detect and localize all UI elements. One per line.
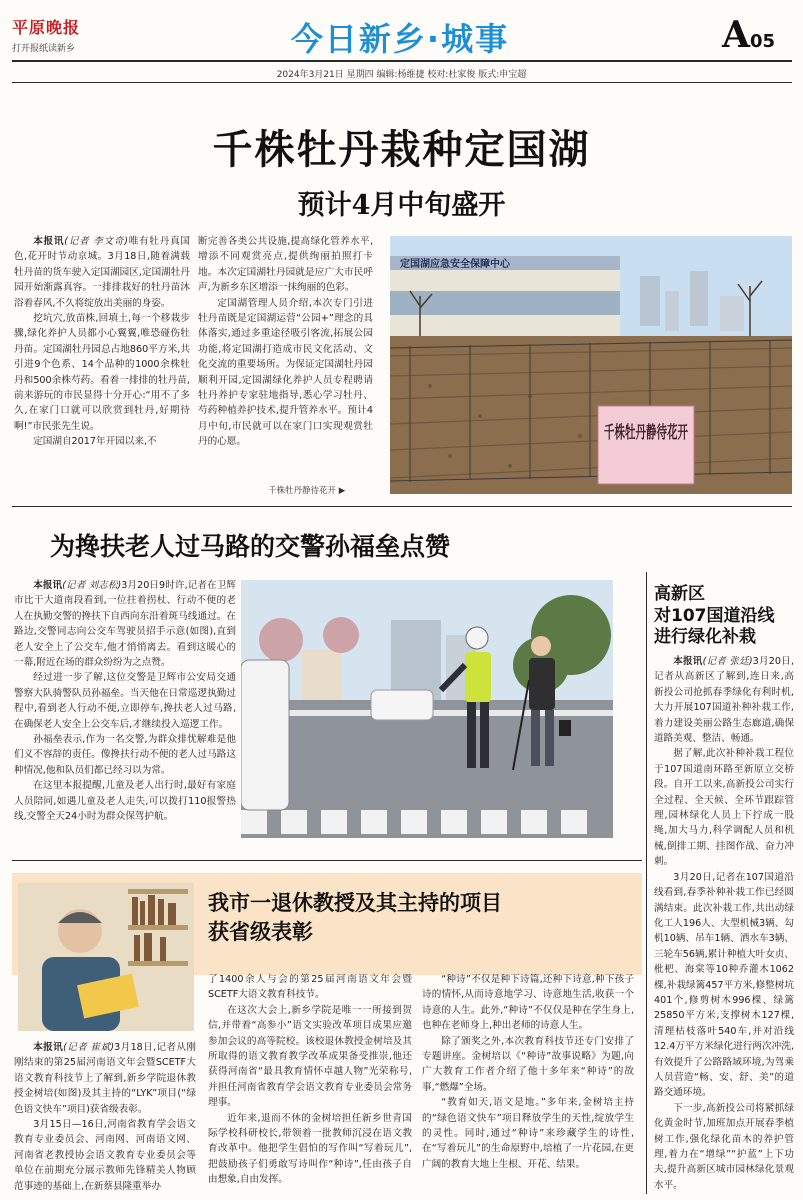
article1-column-1 [14,234,190,482]
article3-byline: 本报讯 [673,656,703,667]
article4-headline-line-1: 我市一退休教授及其主持的项目 [208,891,502,915]
right-column-rule [646,572,647,1194]
article2-paragraph-3: 孙福垒表示,作为一名交警,为群众排忧解难是他们义不容辞的责任。像搀扶行动不便的老人过马路这种情况,他和队员们都已经习以为常。 [14,734,236,776]
article2-divider [12,860,642,861]
article3-paragraph-4: 下一步,高新投公司将紧抓绿化黄金时节,加班加点开展春季植树工作,强化绿化苗木的养护管理,着力在“增绿”“护蓝”上下功夫,提升高新区城市园林绿化景观水平。 [654,1102,794,1191]
page-number [722,14,775,56]
article4-author: (记者 崔斌) [63,1042,115,1053]
section-title: 今日新乡·城事 [290,20,510,58]
peony-garden-illustration [390,236,792,494]
article4-headline-line-2: 获省级表彰 [208,920,313,944]
page-letter: A [722,14,750,56]
article3-paragraph-3: 3月20日,记者在107国道沿线看到,春季补种补栽工作已经圆满结束。此次补栽工作,共出动绿化工人196人、大型机械3辆、勾机10辆、吊车1辆、洒水车3辆、三轮车56辆,累计种植大叶女贞、枇杷、海棠等10种乔灌木1062棵,补栽绿篱457平方米,修整树坑401个,修剪树木996棵、绿篱25850平方米,支撑树木127棵,清理枯枝落叶540车,并对沿线12.4万平方米绿化进行两次冲洗,有效提升了公路路域环境,为驾乘人员营造“畅、安、舒、美”的道路交通环境。 [654,871,794,1099]
article1-paragraph-3: 定国湖自2017年开园以来,不 [33,436,157,448]
masthead-rule-top [12,60,792,62]
article2-column-1 [14,578,236,836]
traffic-police-photo [241,580,613,838]
article4-column-1 [14,1040,196,1196]
article2-author: (记者 刘志松) [62,580,122,591]
photo-building-sign: 定国湖应急安全保障中心 [400,259,510,270]
newspaper-logo: 平原晚报 [12,18,81,37]
article4-column-3 [422,972,634,1196]
article1-paragraph-5: 定国湖管理人员介绍,本次专门引进牡丹苗既是定国湖运营“公园+”理念的具体落实,通过多重途径吸引客流,拓展公园功能,将定国湖打造成市民文化活动、文化交流的重要场所。为保证定国湖牡丹园顺利开园,定国湖绿化养护人员专程聘请牡丹养护专家驻地指导,悉心学习牡丹、芍药种植养护技术,提升管养水平。预计4月中旬,市民就可以在家门口实现观赏牡丹的心愿。 [198,297,373,448]
article4-paragraph-7: 除了颁奖之外,本次教育科技节还专门安排了专题讲座。金树培以《“种诗”故事说略》为题,向广大教育工作者介绍了他十多年来“种诗”的故事,“燃爆”全场。 [422,1035,634,1093]
professor-portrait-photo [18,883,194,1031]
article1-paragraph-1: 本报讯(记者 李文奇)唯有牡丹真国色,花开时节动京城。3月18日,随着满载牡丹苗的货车驶入定国湖园区,定国湖牡丹园开始渐露真容。一排排栽好的牡丹苗沐浴着春风,不久将绽放出美丽的身姿。 [14,236,190,309]
peony-garden-photo [390,236,792,494]
article1-paragraph-2: 挖坑穴,放苗株,回填土,每一个移栽步骤,绿化养护人员都小心翼翼,唯恐碰伤牡丹苗。定国湖牡丹园总占地860平方米,共引进9个色系、14个品种的1000余株牡丹和500余株芍药。看着一排排的牡丹苗,前来游玩的市民显得十分开心:“用不了多久,在家门口就可以欣赏到牡丹,好期待啊!”市民张先生说。 [14,313,190,432]
traffic-police-illustration [241,580,613,838]
page-number-digits: 05 [749,31,775,52]
photo-board-sign: 千株牡丹静待花开 [604,423,740,443]
article3-paragraph-2: 据了解,此次补种补栽工程位于107国道南环路至新原立交桥段。自开工以来,高新投公司实行全过程、全天候、全环节跟踪管理,园林绿化人员上下拧成一股绳,加大马力,科学调配人员和机械,倒排工期、挂图作战、奋力冲刺。 [654,748,794,868]
professor-portrait-illustration [18,883,194,1031]
article4-paragraph-6: “种诗”不仅是种下诗篇,还种下诗意,种下孩子诗的情怀,从而诗意地学习、诗意地生活,收获一个诗意的人生。此外,“种诗”不仅仅是种在学生身上,也种在老师身上,种出老师的诗意人生。 [422,974,634,1032]
article3-author: (记者 张廷) [702,656,753,667]
article4-paragraph-8: “教育如天,语文是地。”多年来,金树培主持的“绿色语文快车”项目释放学生的天性,绽放学生的灵性。同时,通过“种诗”来珍藏学生的诗性,在“写着玩儿”的生命原野中,培植了一片花园,在更广阔的教育大地上生根、开花、结果。 [422,1097,634,1170]
article1-photo-caption: 千株牡丹静待花开 ▶ [268,486,346,496]
article1-subhead: 预计4月中旬盛开 [297,190,506,221]
article2-headline: 为搀扶老人过马路的交警孙福垒点赞 [50,532,451,561]
article2-paragraph-1: 本报讯(记者 刘志松)3月20日9时许,记者在卫辉市比干大道南段看到,一位拄着拐杖、行动不便的老人在执勤交警的搀扶下自西向东沿着斑马线通过。在路边,交警同志向公交车驾驶员招手示意(如图),直到老人安全上了公交车,他才悄悄离去。看到这暖心的一幕,附近在场的群众纷纷为之点赞。 [14,580,236,669]
article4-paragraph-5: 近年来,退而不休的金树培担任新乡世青国际学校科研校长,带领着一批教师沉浸在语文教育改革中。他把学生倡怕的写作叫“写着玩儿”,把鼓励孩子们勇敢写诗叫作“种诗”,任由孩子自由想象,自由发挥。 [208,1112,412,1186]
article4-paragraph-2: 3月15日—16日,河南省教育学会语文教育专业委员会、河南网、河南语文网、河南省老教授协会语文教育专业委员会等单位在前期充分展示教师先锋精美人物顾范事迹的基础上,在新蔡县隆重举办 [14,1119,196,1192]
article4-column-2 [208,972,412,1196]
article4-paragraph-4: 在这次大会上,新乡学院是唯一一所接到贺信,并带着“高参小”语文实验改革项目成果应邀参加会议的高等院校。该校退休教授金树培及其所取得的语文教育教学改革成果备受推崇,他还获得河南省“最具教育情怀卓越人物”光荣称号,并担任河南省教育学会语文教育专业委员会常务理事。 [208,1004,412,1109]
article2-paragraph-4: 在这里本报提醒,儿童及老人出行时,最好有家庭人员陪同,如遇儿童及老人走失,可以拨打110报警热线,交警全天24小时为群众保驾护航。 [14,780,236,823]
article1-byline: 本报讯 [33,236,65,247]
article4-paragraph-1: 本报讯(记者 崔斌)3月18日,记者从刚刚结束的第25届河南语文年会暨SCETF大语文教育科技节上了解到,新乡学院退休教授金树培(如图)及其主持的“LYK”项目(“绿色语文快车”项目)获省级表彰。 [14,1042,196,1115]
article4-paragraph-3: 了1400余人与会的第25届河南语文年会暨SCETF大语文教育科技节。 [208,974,412,1001]
newspaper-slogan: 打开报纸读新乡 [12,44,76,54]
masthead-rule-bottom [12,82,792,83]
article3-paragraph-1: 本报讯(记者 张廷)3月20日,记者从高新区了解到,连日来,高新投公司抢抓春季绿化有利时机,大力开展107国道补种补栽工作,着力建设美丽公路生态廊道,确保道路美观、整洁、畅通。 [654,656,794,745]
article3-headline-line-3: 进行绿化补栽 [654,627,756,647]
article1-column-2 [198,234,373,482]
article1-paragraph-4: 断完善各类公共设施,提高绿化管养水平,增添不同观赏亮点,提供绚丽拍照打卡地。本次定国湖牡丹园就是应广大市民呼声,为新乡东区增添一抹绚丽的色彩。 [198,236,373,294]
article1-headline: 千株牡丹栽种定国湖 [212,127,591,173]
article2-byline: 本报讯 [33,580,63,591]
article3-column [654,654,794,1194]
article1-author: (记者 李文奇) [64,236,128,247]
article3-headline-line-2: 对107国道沿线 [654,606,775,626]
article1-divider [12,506,792,507]
article2-paragraph-2: 经过进一步了解,这位交警是卫辉市公安局交通警察大队骑警队员孙福垒。当天他在日常巡逻执勤过程中,看到老人行动不便,立即停车,搀扶老人过马路,在确保老人安全上公交车后,才继续投入巡逻工作。 [14,672,236,730]
article4-byline: 本报讯 [33,1042,64,1053]
article3-headline-line-1: 高新区 [654,584,705,604]
dateline: 2024年3月21日 星期四 编辑:杨维捷 校对:杜家俊 版式:申宝超 [276,70,527,80]
